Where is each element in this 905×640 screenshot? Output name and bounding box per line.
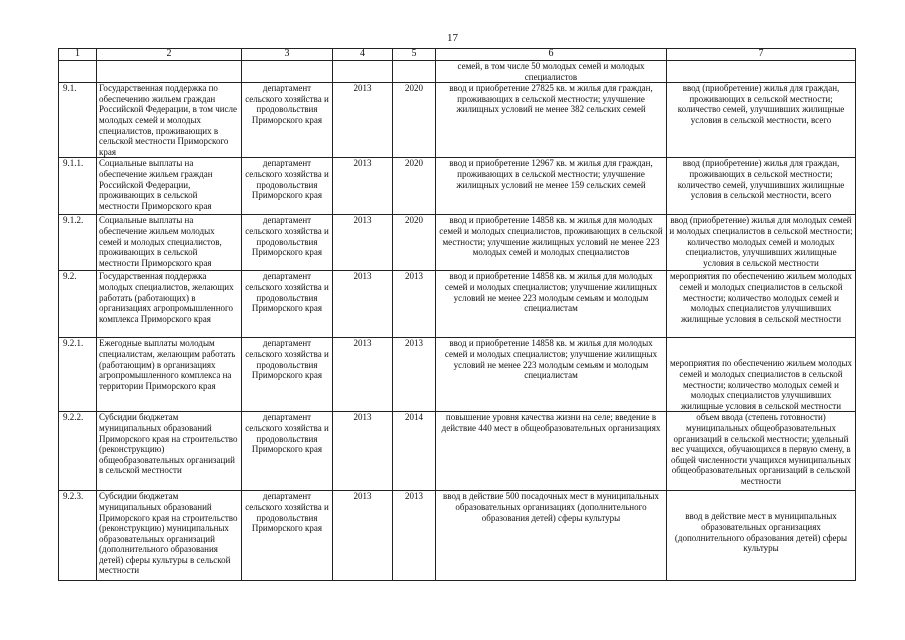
cell-indicator: ввод (приобретение) жилья для граждан, проживающих в сельской местности; количество семей, улучшивших жилищные условия в сельской местности, всего [667, 83, 856, 158]
cell-num: 9.1.1. [59, 158, 97, 215]
table-row [59, 271, 856, 338]
cell-end: 2020 [393, 83, 436, 158]
cell-num: 9.1. [59, 83, 97, 158]
cell-result: ввод и приобретение 27825 кв. м жилья для граждан, проживающих в сельской местности; улучшение жилищных условий не менее 382 сельских семей [436, 83, 667, 158]
cell-name: Субсидии бюджетам муниципальных образований Приморского края на строительство (реконструкцию) муниципальных образовательных организаций (дополнительного образования детей) сферы культуры в сельской местности [97, 491, 242, 581]
cell-result: ввод и приобретение 14858 кв. м жилья для молодых семей и молодых специалистов; улучшение жилищных условий не менее 223 молодым семьям и молодым специалистам [436, 338, 667, 412]
cell-executor: департамент сельского хозяйства и продовольствия Приморского края [242, 412, 333, 491]
cell-result: семей, в том числе 50 молодых семей и молодых специалистов [436, 61, 667, 83]
cell-result: ввод и приобретение 14858 кв. м жилья для молодых семей и молодых специалистов; улучшение жилищных условий не менее 223 молодым семьям и молодым специалистам [436, 271, 667, 338]
header-col-6: 6 [436, 49, 667, 61]
cell-name: Государственная поддержка по обеспечению жильем граждан Российской Федерации, в том числе молодых семей и молодых специалистов, проживающих в сельской местности Приморского края [97, 83, 242, 158]
cell-indicator: ввод (приобретение) жилья для молодых семей и молодых специалистов в сельской местности; количество молодых семей и молодых специалистов, улучшивших жилищные условия в сельской местности [667, 215, 856, 271]
cell-name: Государственная поддержка молодых специалистов, желающих работать (работающих) в организациях агропромышленного комплекса Приморского края [97, 271, 242, 338]
header-col-1: 1 [59, 49, 97, 61]
cell-executor: департамент сельского хозяйства и продовольствия Приморского края [242, 491, 333, 581]
cell-start: 2013 [333, 338, 393, 412]
cell-executor: департамент сельского хозяйства и продовольствия Приморского края [242, 338, 333, 412]
cell-start: 2013 [333, 215, 393, 271]
cell-num: 9.1.2. [59, 215, 97, 271]
cell-executor: департамент сельского хозяйства и продовольствия Приморского края [242, 158, 333, 215]
cell-num: 9.2.1. [59, 338, 97, 412]
header-col-4: 4 [333, 49, 393, 61]
header-row [59, 49, 856, 61]
cell-indicator: ввод (приобретение) жилья для граждан, проживающих в сельской местности; количество семей, улучшивших жилищные условия в сельской местности, всего [667, 158, 856, 215]
cell-end: 2013 [393, 271, 436, 338]
cell-executor [242, 61, 333, 83]
cell-result: повышение уровня качества жизни на селе; введение в действие 440 мест в общеобразовательных организациях [436, 412, 667, 491]
continuation-row [59, 61, 856, 83]
cell-end: 2020 [393, 215, 436, 271]
cell-indicator: объем ввода (степень готовности) муниципальных общеобразовательных организаций в сельской местности; удельный вес учащихся, обучающихся в первую смену, в общей численности учащихся муниципальных общеобразовательных организаций в сельской местности [667, 412, 856, 491]
table-row [59, 491, 856, 581]
cell-name: Социальные выплаты на обеспечение жильем молодых семей и молодых специалистов, проживающих в сельской местности Приморского края [97, 215, 242, 271]
cell-name: Ежегодные выплаты молодым специалистам, желающим работать (работающим) в организациях агропромышленного комплекса на территории Приморского края [97, 338, 242, 412]
cell-indicator: мероприятия по обеспечению жильем молодых семей и молодых специалистов в сельской местности; количество молодых семей и молодых специалистов улучшивших жилищные условия в сельской местности [667, 271, 856, 338]
cell-executor: департамент сельского хозяйства и продовольствия Приморского края [242, 215, 333, 271]
cell-executor: департамент сельского хозяйства и продовольствия Приморского края [242, 83, 333, 158]
header-col-7: 7 [667, 49, 856, 61]
cell-result: ввод и приобретение 14858 кв. м жилья для молодых семей и молодых специалистов, проживающих в сельской местности; улучшение жилищных условий не менее 223 молодых семей и молодых специалистов [436, 215, 667, 271]
cell-indicator: мероприятия по обеспечению жильем молодых семей и молодых специалистов в сельской местности; количество молодых семей и молодых специалистов улучшивших жилищные условия в сельской местности [667, 338, 856, 412]
cell-start: 2013 [333, 491, 393, 581]
cell-start: 2013 [333, 271, 393, 338]
header-col-2: 2 [97, 49, 242, 61]
cell-num: 9.2.2. [59, 412, 97, 491]
cell-executor: департамент сельского хозяйства и продовольствия Приморского края [242, 271, 333, 338]
table-row [59, 83, 856, 158]
table-row [59, 338, 856, 412]
cell-name: Субсидии бюджетам муниципальных образований Приморского края на строительство (реконструкцию) общеобразовательных организаций в сельской местности [97, 412, 242, 491]
cell-end: 2013 [393, 338, 436, 412]
cell-num [59, 61, 97, 83]
cell-indicator: ввод в действие мест в муниципальных образовательных организациях (дополнительного образования детей) сферы культуры [667, 491, 856, 581]
table-row [59, 412, 856, 491]
cell-end: 2013 [393, 491, 436, 581]
cell-start [333, 61, 393, 83]
header-col-5: 5 [393, 49, 436, 61]
cell-result: ввод в действие 500 посадочных мест в муниципальных образовательных организациях (дополнительного образования детей) сферы культуры [436, 491, 667, 581]
cell-start: 2013 [333, 412, 393, 491]
header-col-3: 3 [242, 49, 333, 61]
cell-start: 2013 [333, 158, 393, 215]
table-row [59, 158, 856, 215]
cell-num: 9.2.3. [59, 491, 97, 581]
cell-end: 2014 [393, 412, 436, 491]
cell-name: Социальные выплаты на обеспечение жильем граждан Российской Федерации, проживающих в сельской местности Приморского края [97, 158, 242, 215]
cell-result: ввод и приобретение 12967 кв. м жилья для граждан, проживающих в сельской местности; улучшение жилищных условий не менее 159 сельских семей [436, 158, 667, 215]
cell-end: 2020 [393, 158, 436, 215]
cell-end [393, 61, 436, 83]
cell-name [97, 61, 242, 83]
table-row [59, 215, 856, 271]
cell-indicator [667, 61, 856, 83]
program-measures-table [58, 48, 856, 581]
page-number: 17 [447, 32, 458, 44]
cell-num: 9.2. [59, 271, 97, 338]
cell-start: 2013 [333, 83, 393, 158]
